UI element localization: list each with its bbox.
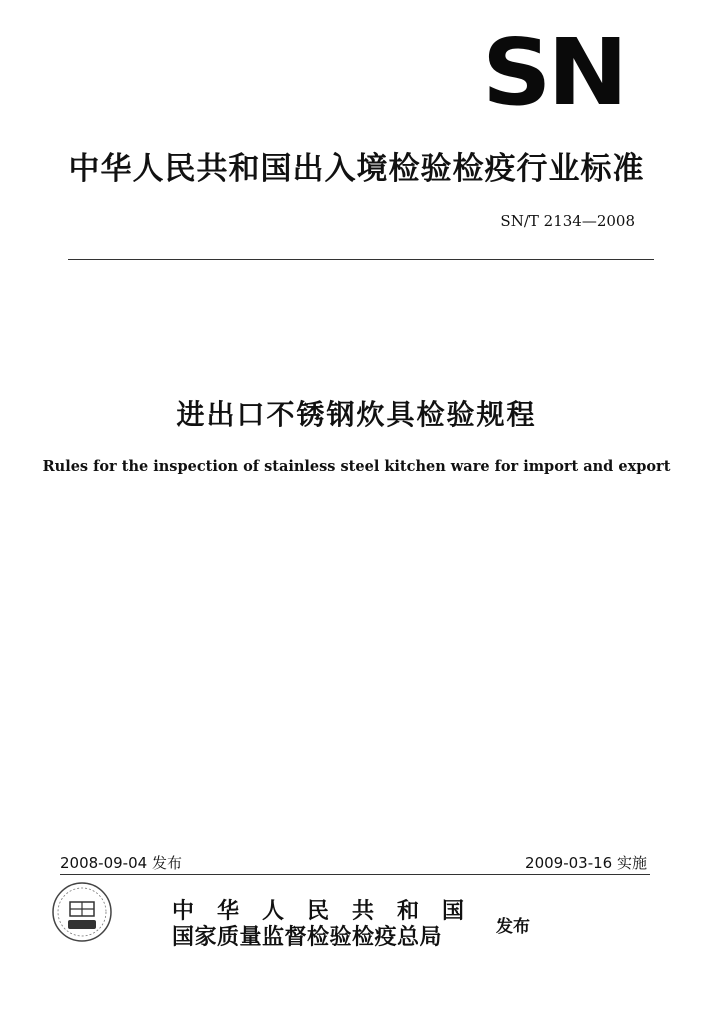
issuer-country: 中华人民共和国 bbox=[172, 898, 488, 924]
implementation-date: 2009-03-16 实施 bbox=[525, 854, 647, 872]
industry-standard-title: 中华人民共和国出入境检验检疫行业标准 bbox=[68, 151, 645, 187]
document-title-chinese: 进出口不锈钢炊具检验规程 bbox=[176, 398, 537, 431]
document-title-english: Rules for the inspection of stainless steel kitchen ware for import and export bbox=[42, 458, 671, 475]
footer-divider bbox=[60, 874, 650, 875]
issue-date: 2008-09-04 发布 bbox=[60, 854, 182, 872]
header-divider bbox=[68, 259, 654, 260]
issuing-authority bbox=[172, 898, 487, 950]
publish-label: 发布 bbox=[496, 917, 530, 937]
issuer-agency: 国家质量监督检验检疫总局 bbox=[172, 924, 443, 950]
anti-counterfeit-seal-icon bbox=[50, 880, 114, 944]
sn-logo: SN bbox=[481, 19, 624, 126]
standard-number: SN/T 2134—2008 bbox=[500, 212, 635, 230]
